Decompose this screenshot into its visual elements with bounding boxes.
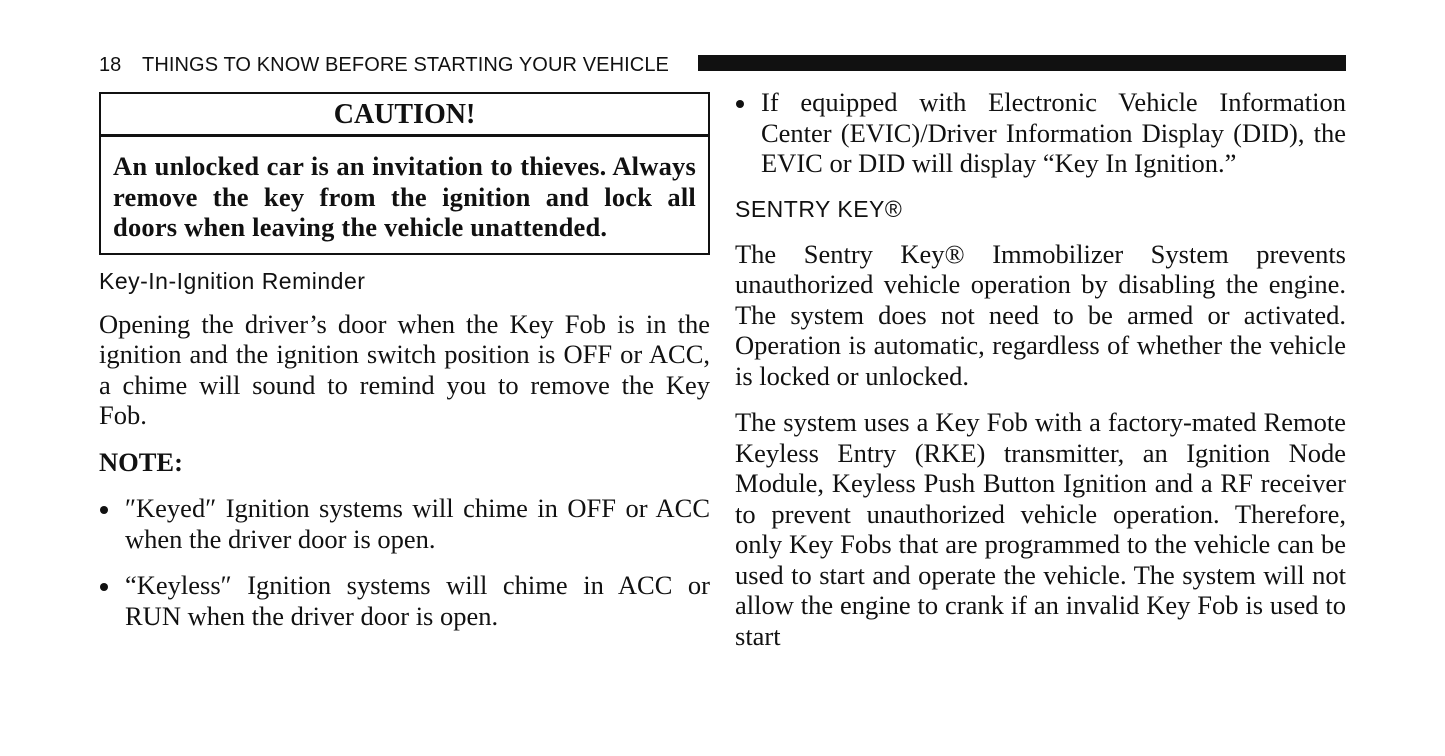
caution-box <box>99 92 710 255</box>
bullet-icon <box>100 583 108 591</box>
note-bullet-item <box>99 570 710 631</box>
left-column <box>99 92 710 647</box>
bullet-icon <box>736 100 744 108</box>
caution-title: CAUTION! <box>101 94 708 137</box>
sentry-key-paragraph-1: The Sentry Key® Immobilizer System prevents unauthorized vehicle operation by disabling the engine. The system does not need to be armed or activated. Operation is automatic, regardless of whether the vehicle is locked or unlocked. <box>735 238 1346 391</box>
sentry-key-paragraph-2: The system uses a Key Fob with a factory-mated Remote Keyless Entry (RKE) transmitter, an Ignition Node Module, Keyless Push Button Ignition and a RF receiver to prevent unauthorized vehicle operation. Therefore, only Key Fobs that are programmed to the vehicle can be used to start and operate the vehicle. The system will not allow the engine to crank if an invalid Key Fob is used to start <box>735 407 1346 651</box>
note-bullet-text: ″Keyed″ Ignition systems will chime in OFF or ACC when the driver door is open. <box>125 493 710 554</box>
caution-body: An unlocked car is an invitation to thieves. Always remove the key from the ignition and lock all doors when leaving the vehicle unattended. <box>113 151 696 242</box>
evic-bullet-text: If equipped with Electronic Vehicle Information Center (EVIC)/Driver Information Display (DID), the EVIC or DID will display “Key In Ignition.” <box>761 87 1346 178</box>
section-title: THINGS TO KNOW BEFORE STARTING YOUR VEHICLE <box>142 54 669 76</box>
header-rule-bar <box>698 55 1346 71</box>
bullet-icon <box>100 506 108 514</box>
key-in-ignition-paragraph: Opening the driver’s door when the Key Fob is in the ignition and the ignition switch position is OFF or ACC, a chime will sound to remind you to remove the Key Fob. <box>99 308 710 430</box>
note-label: NOTE: <box>99 446 183 477</box>
sentry-key-heading: SENTRY KEY® <box>735 195 903 222</box>
page-number: 18 <box>99 54 122 76</box>
note-bullet-item <box>99 493 710 554</box>
note-bullet-list <box>99 493 710 631</box>
right-column <box>735 87 1346 667</box>
key-in-ignition-heading: Key-In-Ignition Reminder <box>99 267 366 294</box>
page-header <box>99 52 1346 78</box>
note-bullet-text: “Keyless″ Ignition systems will chime in ACC or RUN when the driver door is open. <box>125 570 710 631</box>
evic-bullet-list <box>735 87 1346 179</box>
evic-bullet-item <box>735 87 1346 179</box>
